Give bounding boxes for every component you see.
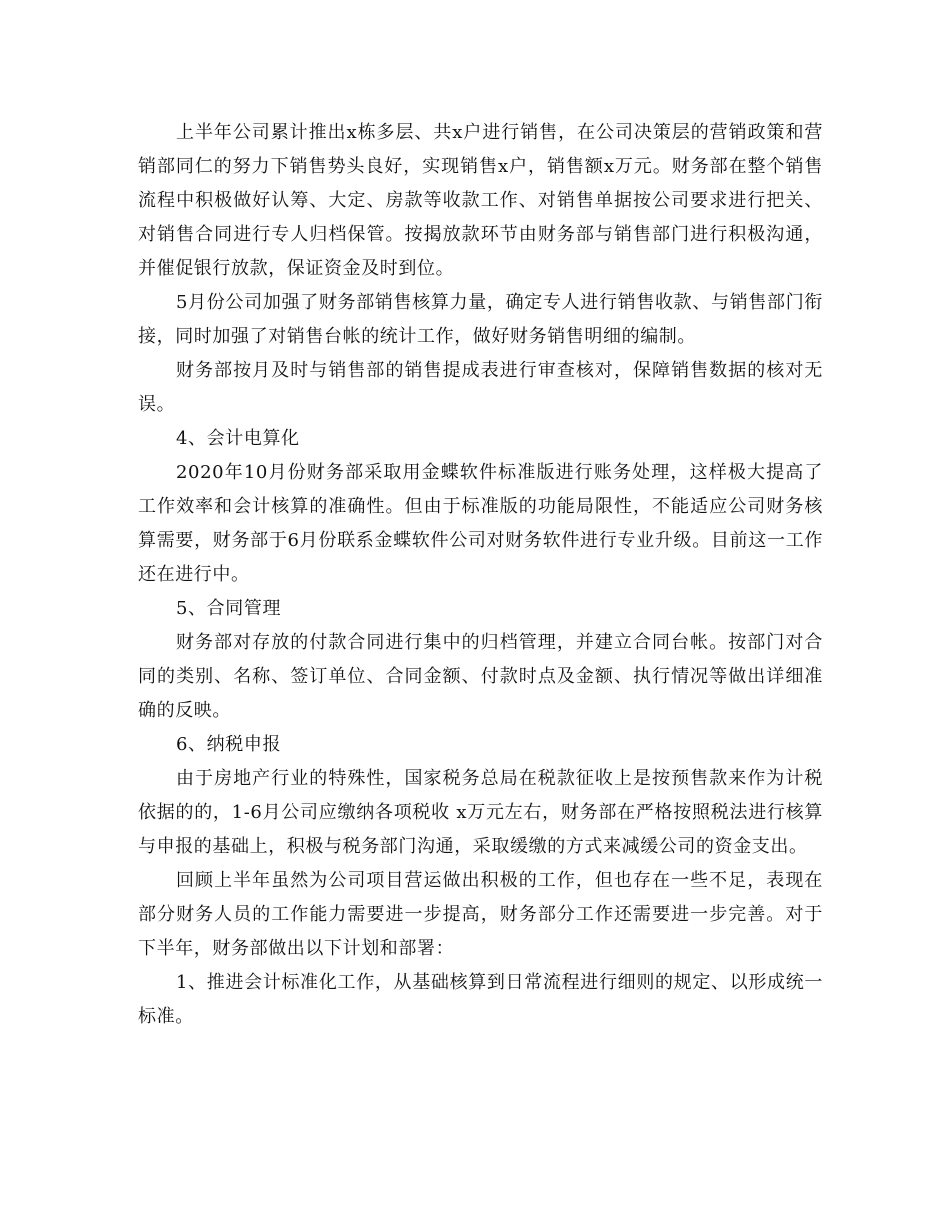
paragraph-sales-summary: 上半年公司累计推出x栋多层、共x户进行销售，在公司决策层的营销政策和营销部同仁的努力下销售势头良好，实现销售x户，销售额x万元。财务部在整个销售流程中积极做好认筹、大定、房款等收款工作、对销售单据按公司要求进行把关、对销售合同进行专人归档保管。按揭放款环节由财务部与销售部门进行积极沟通，并催促银行放款，保证资金及时到位。 <box>138 122 823 279</box>
paragraph-plan-item-1: 1、推进会计标准化工作，从基础核算到日常流程进行细则的规定、以形成统一标准。 <box>138 972 823 1027</box>
paragraph-contract-archive: 财务部对存放的付款合同进行集中的归档管理，并建立合同台帐。按部门对合同的类别、名称、签订单位、合同金额、付款时点及金额、执行情况等做出详细准确的反映。 <box>138 632 823 721</box>
paragraph-review-plan: 回顾上半年虽然为公司项目营运做出积极的工作，但也存在一些不足，表现在部分财务人员的工作能力需要进一步提高，财务部分工作还需要进一步完善。对于下半年，财务部做出以下计划和部署： <box>138 870 823 959</box>
paragraph-tax-details: 由于房地产行业的特殊性，国家税务总局在税款征收上是按预售款来作为计税依据的的，1-6月公司应缴纳各项税收 x万元左右，财务部在严格按照税法进行核算与申报的基础上，积极与税务部门沟通，采取缓缴的方式来减缓公司的资金支出。 <box>138 768 823 857</box>
heading-tax-declaration: 6、纳税申报 <box>176 734 282 755</box>
paragraph-may-sales-accounting: 5月份公司加强了财务部销售核算力量，确定专人进行销售收款、与销售部门衔接，同时加强了对销售台帐的统计工作，做好财务销售明细的编制。 <box>138 292 823 347</box>
heading-accounting-computerization: 4、会计电算化 <box>176 428 300 449</box>
paragraph-kingdee-software: 2020年10月份财务部采取用金蝶软件标准版进行账务处理，这样极大提高了工作效率和会计核算的准确性。但由于标准版的功能局限性，不能适应公司财务核算需要，财务部于6月份联系金蝶软件公司对财务软件进行专业升级。目前这一工作还在进行中。 <box>138 462 823 585</box>
document-body <box>138 116 823 1034</box>
paragraph-commission-check: 财务部按月及时与销售部的销售提成表进行审查核对，保障销售数据的核对无误。 <box>138 360 823 415</box>
heading-contract-management: 5、合同管理 <box>176 598 282 619</box>
